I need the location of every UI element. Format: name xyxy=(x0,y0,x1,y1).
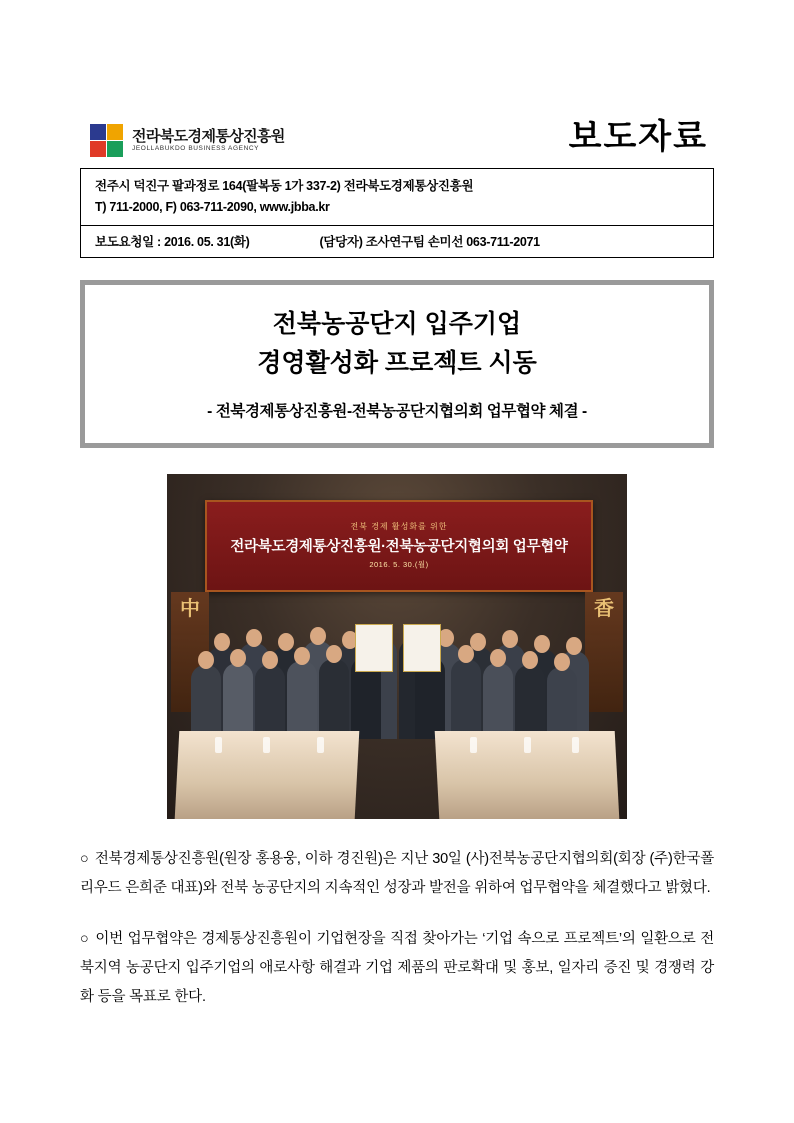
contact-box xyxy=(80,168,714,258)
logo-korean-name: 전라북도경제통상진흥원 xyxy=(132,127,285,145)
photo-glass xyxy=(263,737,270,753)
phone-line: T) 711-2000, F) 063-711-2090, www.jbba.kr xyxy=(95,199,330,214)
press-photo xyxy=(167,474,627,819)
contact-person: (담당자) 조사연구팀 손미선 063-711-2071 xyxy=(319,235,540,250)
release-date: 보도요청일 : 2016. 05. 31(화) xyxy=(95,235,250,250)
photo-glass xyxy=(524,737,531,753)
logo-english-name: JEOLLABUKDO BUSINESS AGENCY xyxy=(132,145,260,153)
document-header xyxy=(80,88,714,158)
headline-line-2: 경영활성화 프로젝트 시동 xyxy=(257,349,537,377)
photo-left-column-decor: 中 xyxy=(171,592,209,712)
address-line: 전주시 덕진구 팔과정로 164(팔복동 1가 337-2) 전라북도경제통상진흥원 xyxy=(95,179,474,193)
headline-line-1: 전북농공단지 입주기업 xyxy=(272,310,522,339)
photo-glass xyxy=(317,737,324,753)
photo-agreement-document-left xyxy=(355,624,393,672)
photo-agreement-document-right xyxy=(403,624,441,672)
photo-glass xyxy=(572,737,579,753)
photo-glass xyxy=(470,737,477,753)
paragraph xyxy=(80,925,714,1012)
organization-logo xyxy=(90,124,285,158)
photo-banner xyxy=(205,500,593,592)
document-type-title: 보도자료 xyxy=(568,118,708,156)
contact-bottom xyxy=(81,226,713,257)
body-text xyxy=(80,845,714,1012)
paragraph-bullet: ○ xyxy=(80,850,89,867)
banner-small-text: 전북 경제 활성화를 위한 xyxy=(350,522,448,532)
title-box xyxy=(80,280,714,448)
photo-wrap xyxy=(80,474,714,819)
photo-glass xyxy=(215,737,222,753)
paragraph-text: 전북경제통상진흥원(원장 홍용웅, 이하 경진원)은 지난 30일 (사)전북농공단지협의회(회장 (주)한국폴리우드 은희준 대표)와 전북 농공단지의 지속적인 성장과 발전을 위하여 업무협약을 체결했다고 밝혔다. xyxy=(80,850,714,896)
paragraph-bullet: ○ xyxy=(80,930,90,947)
banner-main-text: 전라북도경제통상진흥원·전북농공단지협의회 업무협약 xyxy=(230,539,568,556)
headline-subtitle: - 전북경제통상진흥원-전북농공단지협의회 업무협약 체결 - xyxy=(207,402,587,420)
paragraph-text: 이번 업무협약은 경제통상진흥원이 기업현장을 직접 찾아가는 ‘기업 속으로 프로젝트’의 일환으로 전북지역 농공단지 입주기업의 애로사항 해결과 기업 제품의 판로확대 및 홍보, 일자리 증진 및 경쟁력 강화 등을 목표로 한다. xyxy=(80,930,714,1005)
photo-right-column-decor: 香 xyxy=(585,592,623,712)
paragraph xyxy=(80,845,714,903)
contact-top xyxy=(81,169,713,225)
logo-text xyxy=(132,129,285,154)
logo-squares-icon xyxy=(90,124,124,158)
banner-date-text: 2016. 5. 30.(월) xyxy=(369,560,429,570)
photo-people-group xyxy=(167,604,627,739)
